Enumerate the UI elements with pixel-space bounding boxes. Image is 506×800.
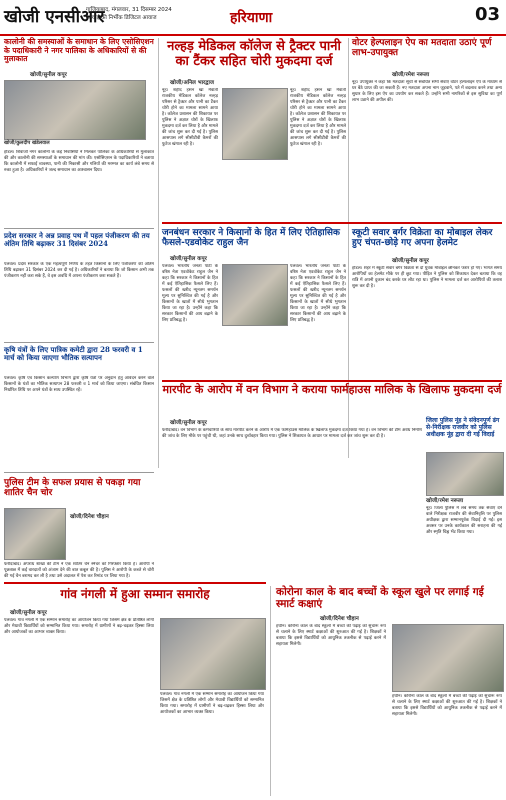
covid-photo bbox=[392, 624, 504, 692]
scooter-byline: खोजी/सुनील कपूर bbox=[392, 258, 429, 264]
farmers-photo bbox=[222, 264, 288, 326]
police-body: नूंह। जिला पुलिस में लंबे समय तक सेवाएं देने वाले निरीक्षक राजवीर की सेवानिवृत्ति पर पुलिस अधीक्षक द्वारा सम्मानपूर्वक विदाई दी गई। इस अवसर पर उनके कार्यकाल की सराहना की गई और स्मृति चिह्न भेंट किया गया। bbox=[426, 506, 502, 535]
colony-photo bbox=[4, 80, 146, 140]
section-divider bbox=[4, 582, 266, 584]
section-divider bbox=[162, 222, 502, 224]
forest-headline: मारपीट के आरोप में वन विभाग ने कराया फार्महाउस मालिक के खिलाफ मुकदमा दर्ज bbox=[162, 383, 502, 396]
village-photo bbox=[160, 618, 266, 690]
workshop-body: पलवल। कृषि एवं किसान कल्याण विभाग द्वारा कृषि यंत्रों पर अनुदान हेतु आवेदन करने वाले किसानों के यंत्रों का भौतिक सत्यापन 28 फरवरी व 1 मार्च को किया जाएगा। संबंधित किसान निर्धारित तिथि पर अपने यंत्रों के साथ उपस्थित रहें। bbox=[4, 376, 154, 393]
tractor-body: नूंह। शहीद हसन खां मेवाती राजकीय मेडिकल कॉलेज नल्हड़ परिसर से ट्रैक्टर और पानी का टैंकर चोरी होने का मामला सामने आया है। कॉलेज प्रशासन की शिकायत पर पुलिस ने अज्ञात चोरों के खिलाफ मुकदमा दर्ज कर लिया है और मामले की जांच शुरू कर दी गई है। पुलिस आसपास लगे सीसीटीवी कैमरों की फुटेज खंगाल रही है। bbox=[162, 88, 218, 147]
workshop-headline: कृषि यंत्रों के लिए पात्रिक कमेटी द्वारा 28 फरवरी व 1 मार्च को किया जाएगा भौतिक सत्यापन bbox=[4, 345, 143, 363]
colony-headline: कालोनी की समस्याओं के समाधान के लिए एसोसिएशन के पदाधिकारी ने नगर पालिका के अधिकारियों से की मुलाकात bbox=[4, 37, 154, 64]
tractor-photo bbox=[222, 88, 288, 160]
farmers-byline: खोजी/सुनील कपूर bbox=[170, 256, 207, 262]
column-rule bbox=[270, 586, 271, 796]
covid-headline: कोरोना काल के बाद बच्चों के स्कूल खुले पर लगाई गई स्मार्ट कक्षाएं bbox=[276, 586, 484, 611]
arrest-byline: खोजी/दिनेश चौहान bbox=[70, 514, 109, 520]
page-number: 03 bbox=[474, 4, 500, 25]
police-headline: जिला पुलिस नूंह ने संवेदनपूर्ण ढंग से-निरीक्षक राजवीर को पुलिस अधीक्षक नूंह द्वारा दी गई विदाई bbox=[426, 417, 500, 438]
rule bbox=[4, 472, 154, 473]
arrest-photo bbox=[4, 508, 66, 560]
brand-logo: खोजी एनसीआर bbox=[4, 7, 105, 27]
section-divider bbox=[162, 380, 502, 382]
police-byline: खोजी/रमेश नरूला bbox=[426, 498, 464, 504]
farmers-headline: जनबंधन सरकार ने किसानों के हित में लिए ऐतिहासिक फैसले-एडवोकेट राहुल जैन bbox=[162, 228, 340, 249]
farmers-body: पलवल। भारतीय जनता पार्टी के वरिष्ठ नेता एडवोकेट राहुल जैन ने कहा कि सरकार ने किसानों के हित में कई ऐतिहासिक फैसले लिए हैं। फसलों की खरीद न्यूनतम समर्थन मूल्य पर सुनिश्चित की गई है और किसानों के खातों में सीधे भुगतान किया जा रहा है। उन्होंने कहा कि सरकार किसानों की आय बढ़ाने के लिए प्रतिबद्ध है। bbox=[162, 264, 218, 323]
column-rule bbox=[158, 38, 159, 468]
rule bbox=[4, 342, 154, 343]
covid-body-continued: हथीन। कोरोना काल के बाद स्कूलों में बच्चों की पढ़ाई को सुचारू रूप से चलाने के लिए स्मार्ट कक्षाओं की शुरुआत की गई है। शिक्षकों ने बताया कि इससे विद्यार्थियों को आधुनिक तकनीक से पढ़ाई करने में सहायता मिलेगी। bbox=[392, 694, 502, 717]
scheme-headline: प्रदेश सरकार ने अन्न प्रवाह पथ में पहल पंजीकरण की तय अंतिम तिथि बढ़ाकर 31 दिसंबर 2024 bbox=[4, 231, 150, 249]
scooter-body: होडल। शहर में स्कूटी सवार बर्गर विक्रेता से दो युवक मोबाइल छीनकर फरार हो गए। भागते समय आरोपियों का हेलमेट मौके पर ही छूट गया। पीड़ित ने पुलिस को शिकायत देकर बताया कि वह रात्रि में अपनी दुकान बंद करके घर लौट रहा था। पुलिस ने मामला दर्ज कर आरोपियों की तलाश शुरू कर दी है। bbox=[352, 266, 502, 289]
scooter-headline: स्कूटी सवार बर्गर विक्रेता का मोबाइल लेकर हुए चंपत-छोड़े गए अपना हेलमेट bbox=[352, 228, 493, 249]
covid-byline: खोजी/दिनेश चौहान bbox=[320, 616, 359, 622]
police-photo bbox=[426, 452, 504, 496]
masthead bbox=[0, 0, 506, 36]
rule bbox=[4, 228, 154, 229]
village-headline: गांव नंगली में हुआ सम्मान समारोह bbox=[60, 587, 210, 601]
tractor-headline: नल्हड़ मेडिकल कॉलेज से ट्रैक्टर पानी का टैंकर सहित चोरी मुकदमा दर्ज bbox=[167, 39, 341, 69]
scheme-body: पलवल। प्रदेश सरकार के एक महत्वपूर्ण निर्णय के तहत किसानों के लिए पंजीकरण की अंतिम तिथि बढ़ाकर 31 दिसंबर 2024 कर दी गई है। अधिकारियों ने बताया कि जो किसान अभी तक पंजीकरण नहीं करा सके हैं, वे इस अवधि में अपना पंजीकरण करा सकते हैं। bbox=[4, 262, 154, 279]
forest-byline: खोजी/सुनील कपूर bbox=[170, 420, 207, 426]
village-byline: खोजी/सुनील कपूर bbox=[10, 610, 47, 616]
voter-body: नूंह। उपायुक्त ने कहा कि मतदाता सूची से संबंधित सभी सेवाएं वोटर हेल्पलाइन ऐप के माध्यम से घर बैठे प्राप्त की जा सकती हैं। नए मतदाता अपना नाम जुड़वाने, पते में बदलाव करने तथा अन्य सुधार के लिए इस ऐप का उपयोग कर सकते हैं। उन्होंने सभी नागरिकों से इस सुविधा का पूर्ण लाभ उठाने की अपील की। bbox=[352, 80, 502, 103]
voter-headline: वोटर हेल्पलाइन ऐप का मतदाता उठाएं पूर्ण लाभ-उपायुक्त bbox=[352, 38, 492, 59]
tagline: सच्चाई की निर्भीक डिजिटल आवाज bbox=[86, 15, 157, 21]
colony-body: होडल। शिवाजी नगर कालोनी के कई निवासियों ने मिलकर पालिका के अधिकारियों से मुलाकात की और कालोनी की समस्याओं के समाधान की मांग की। एसोसिएशन के पदाधिकारियों ने बताया कि कालोनी में सफाई व्यवस्था, पानी की निकासी और गलियों की मरम्मत का कार्य लंबे समय से रुका हुआ है। अधिकारियों ने जल्द समाधान का आश्वासन दिया। bbox=[4, 150, 154, 173]
covid-body: हथीन। कोरोना काल के बाद स्कूलों में बच्चों की पढ़ाई को सुचारू रूप से चलाने के लिए स्मार्ट कक्षाओं की शुरुआत की गई है। शिक्षकों ने बताया कि इससे विद्यार्थियों को आधुनिक तकनीक से पढ़ाई करने में सहायता मिलेगी। bbox=[276, 624, 386, 647]
village-body-continued: पलवल। गांव नंगली में एक सम्मान समारोह का आयोजन किया गया जिसमें क्षेत्र के प्रतिष्ठित लोगों और मेधावी विद्यार्थियों को सम्मानित किया गया। समारोह में ग्रामीणों ने बढ़-चढ़कर हिस्सा लिया और आयोजकों का आभार व्यक्त किया। bbox=[160, 692, 264, 715]
arrest-headline: पुलिस टीम के सफल प्रयास से पकड़ा गया शातिर चैन चोर bbox=[4, 478, 141, 499]
village-body: पलवल। गांव नंगली में एक सम्मान समारोह का आयोजन किया गया जिसमें क्षेत्र के प्रतिष्ठित लोगों और मेधावी विद्यार्थियों को सम्मानित किया गया। समारोह में ग्रामीणों ने बढ़-चढ़कर हिस्सा लिया और आयोजकों का आभार व्यक्त किया। bbox=[4, 618, 154, 635]
arrest-body: फरीदाबाद। अपराध शाखा की टीम ने एक शातिर चैन स्नैचर को गिरफ्तार किया है। आरोपी ने पूछताछ में कई वारदातों को अंजाम देने की बात कबूल की है। पुलिस ने आरोपी के कब्जे से चोरी की गई चैन बरामद कर ली है तथा उसे अदालत में पेश कर रिमांड पर लिया गया है। bbox=[4, 562, 154, 579]
farmers-body-continued: पलवल। भारतीय जनता पार्टी के वरिष्ठ नेता एडवोकेट राहुल जैन ने कहा कि सरकार ने किसानों के हित में कई ऐतिहासिक फैसले लिए हैं। फसलों की खरीद न्यूनतम समर्थन मूल्य पर सुनिश्चित की गई है और किसानों के खातों में सीधे भुगतान किया जा रहा है। उन्होंने कहा कि सरकार किसानों की आय बढ़ाने के लिए प्रतिबद्ध है। bbox=[290, 264, 346, 323]
colony-byline: खोजी/सुनील कपूर bbox=[30, 72, 67, 78]
colony-caption: खोजी/कुलदीप खंडेलवाल bbox=[4, 140, 50, 146]
tractor-body-continued: नूंह। शहीद हसन खां मेवाती राजकीय मेडिकल कॉलेज नल्हड़ परिसर से ट्रैक्टर और पानी का टैंकर चोरी होने का मामला सामने आया है। कॉलेज प्रशासन की शिकायत पर पुलिस ने अज्ञात चोरों के खिलाफ मुकदमा दर्ज कर लिया है और मामले की जांच शुरू कर दी गई है। पुलिस आसपास लगे सीसीटीवी कैमरों की फुटेज खंगाल रही है। bbox=[290, 88, 346, 147]
issue-date: गाजियाबाद, मंगलवार, 31 दिसम्बर 2024 bbox=[86, 7, 172, 13]
voter-byline: खोजी/रमेश नरूला bbox=[392, 72, 430, 78]
tractor-byline: खोजी/अनिल भारद्वाज bbox=[170, 80, 214, 86]
masthead-meta bbox=[86, 6, 236, 22]
forest-body: फरीदाबाद। वन विभाग के कर्मचारियों के साथ मारपीट करने के आरोप में एक फार्महाउस मालिक के खिलाफ मुकदमा दर्ज किया गया है। वन विभाग की टीम अवैध निर्माण की जांच के लिए मौके पर पहुंची थी, जहां उनके साथ दुर्व्यवहार किया गया। पुलिस ने शिकायत के आधार पर मामला दर्ज कर जांच शुरू कर दी है। bbox=[162, 428, 422, 439]
section-name: हरियाणा bbox=[230, 10, 273, 26]
